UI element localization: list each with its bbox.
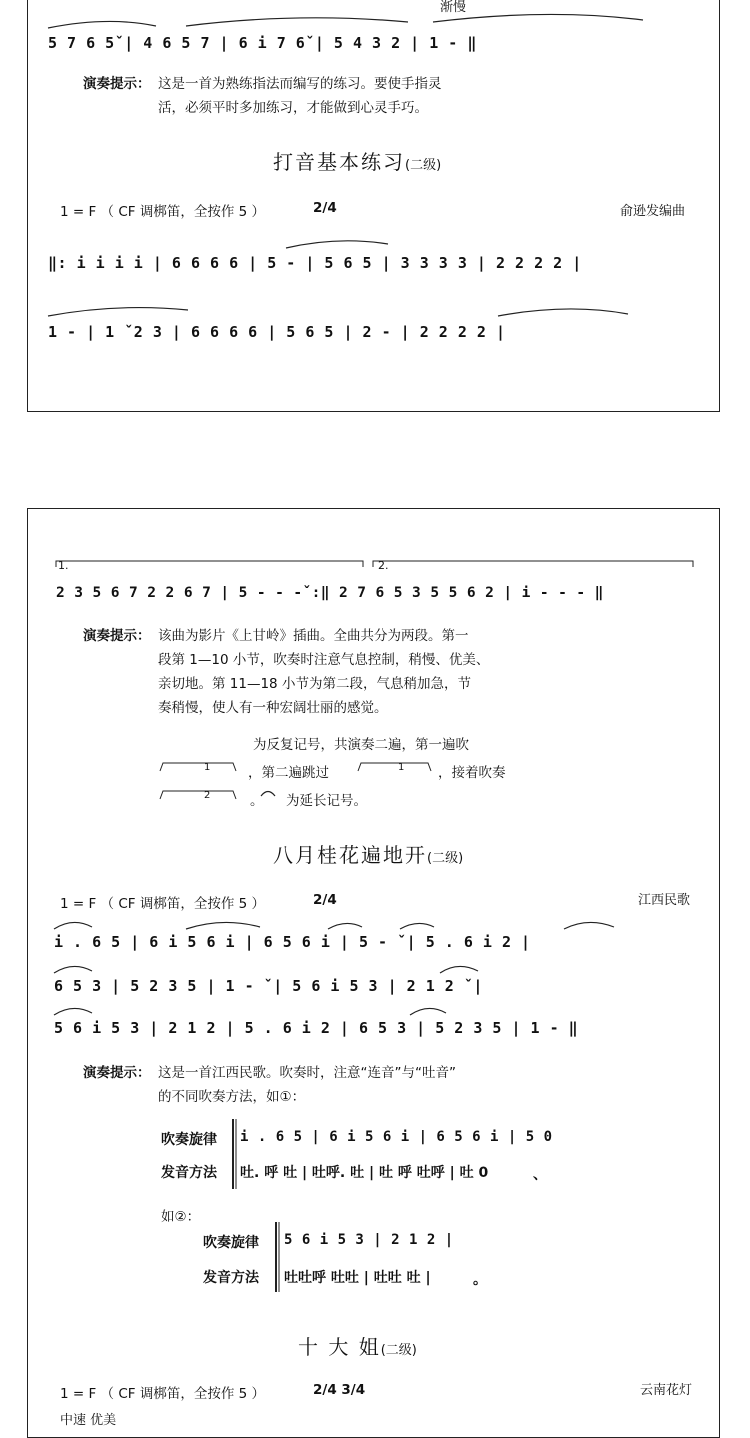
score-staff-2: 1 - | 1 ˇ2 3 | 6 6 6 6 | 5 6 5 | 2 - | 2 2 2 2 | — [48, 323, 506, 341]
tempo-mark: 渐慢 — [440, 0, 467, 15]
bracket-label-2: 2 — [204, 790, 211, 801]
tip-line: 段第 1—10 小节，吹奏时注意气息控制，稍慢、优美、 — [158, 652, 490, 668]
ex1-end: 、 — [533, 1167, 547, 1183]
tip-line-1: 这是一首为熟练指法而编写的练习。要使手指灵 — [158, 76, 442, 92]
score-staff-1: ‖: i i i i | 6 6 6 6 | 5 - | 5 6 5 | 3 3 3 3 | 2 2 2 2 | — [48, 254, 582, 272]
ex1-melody: i . 6 5 | 6 i 5 6 i | 6 5 6 i | 5 0 — [240, 1129, 553, 1145]
score-staff-b: 6 5 3 | 5 2 3 5 | 1 - ˇ| 5 6 i 5 3 | 2 1 2 ˇ| — [54, 977, 483, 995]
tip-line: 亲切地。第 11—18 小节为第二段，气息稍加急，节 — [158, 676, 471, 692]
time-signature-3: 2/4 3/4 — [313, 1382, 366, 1398]
score-line: 2 3 5 6 7 2 2 6 7 | 5 - - -ˇ:‖ 2 7 6 5 3 5 5 6 2 | i - - - ‖ — [56, 585, 604, 601]
bracket-label-1b: 1 — [398, 762, 405, 773]
piece2-level: (二级) — [427, 851, 464, 866]
composer-3: 云南花灯 — [640, 1383, 693, 1398]
volta-2: 2. — [378, 559, 389, 572]
repeat-note-4: 。 — [250, 793, 264, 809]
tip2-label: 演奏提示： — [83, 1065, 151, 1081]
ex2-pron-label: 发音方法 — [203, 1270, 259, 1286]
key-signature-2: 1 = F （ CF 调梆笛，全按作 5 ） — [60, 896, 265, 912]
tip2-line-1: 这是一首江西民歌。吹奏时，注意“连音”与“吐音” — [158, 1065, 456, 1081]
tip-lines — [158, 624, 489, 720]
ex1-pron: 吐. 呼 吐 | 吐呼. 吐 | 吐 呼 吐呼 | 吐 0 — [240, 1165, 489, 1181]
piece3-title — [298, 1331, 417, 1360]
piece3-title-text: 十 大 姐 — [298, 1335, 381, 1359]
tip2-line-2: 的不同吹奏方法，如①： — [158, 1089, 306, 1105]
tip-label-2: 演奏提示： — [83, 628, 151, 644]
time-signature-2: 2/4 — [313, 892, 337, 908]
tip-line: 奏稍慢，使人有一种宏阔壮丽的感觉。 — [158, 700, 388, 716]
composer-2: 江西民歌 — [638, 893, 691, 908]
ex2-end: 。 — [473, 1272, 487, 1288]
ex2-pron: 吐吐呼 吐吐 | 吐吐 吐 | — [284, 1270, 431, 1286]
score-panel-2 — [27, 508, 720, 1438]
tip-line-2: 活，必须平时多加练习，才能做到心灵手巧。 — [158, 100, 428, 116]
key-signature-3: 1 = F （ CF 调梆笛，全按作 5 ） — [60, 1386, 265, 1402]
repeat-note-1: 为反复记号，共演奏二遍，第一遍吹 — [253, 737, 469, 753]
tempo-3: 中速 优美 — [60, 1413, 117, 1428]
repeat-note-2: ，第二遍跳过 — [248, 765, 329, 781]
piece-title — [273, 146, 441, 175]
repeat-note-5: 为延长记号。 — [286, 793, 367, 809]
score-staff-c: 5 6 i 5 3 | 2 1 2 | 5 . 6 i 2 | 6 5 3 | 5 2 3 5 | 1 - ‖ — [54, 1019, 579, 1037]
ex1-pron-label: 发音方法 — [161, 1165, 217, 1181]
tip-line: 该曲为影片《上甘岭》插曲。全曲共分为两段。第一 — [158, 628, 469, 644]
piece3-level: (二级) — [380, 1343, 417, 1358]
piece2-title-text: 八月桂花遍地开 — [273, 843, 427, 867]
piece-level: (二级) — [405, 158, 442, 173]
score-panel-1 — [27, 0, 720, 412]
ex1-melody-label: 吹奏旋律 — [161, 1132, 217, 1148]
score-line-top: 5 7 6 5ˇ| 4 6 5 7 | 6 i 7 6ˇ| 5 4 3 2 | 1 - ‖ — [48, 34, 477, 52]
bracket-label-1: 1 — [204, 762, 211, 773]
ex2-melody: 5 6 i 5 3 | 2 1 2 | — [284, 1232, 454, 1248]
repeat-note-3: ，接着吹奏 — [438, 765, 506, 781]
time-signature: 2/4 — [313, 200, 337, 216]
piece2-title — [273, 839, 463, 868]
tip-label: 演奏提示： — [83, 76, 151, 92]
piece-title-text: 打音基本练习 — [273, 150, 405, 174]
key-signature: 1 = F （ CF 调梆笛，全按作 5 ） — [60, 204, 265, 220]
volta-1: 1. — [58, 559, 69, 572]
composer: 俞逊发编曲 — [620, 204, 686, 219]
ex2-melody-label: 吹奏旋律 — [203, 1235, 259, 1251]
score-staff-a: i . 6 5 | 6 i 5 6 i | 6 5 6 i | 5 - ˇ| 5 . 6 i 2 | — [54, 933, 531, 951]
ex2-intro: 如②： — [161, 1209, 201, 1225]
